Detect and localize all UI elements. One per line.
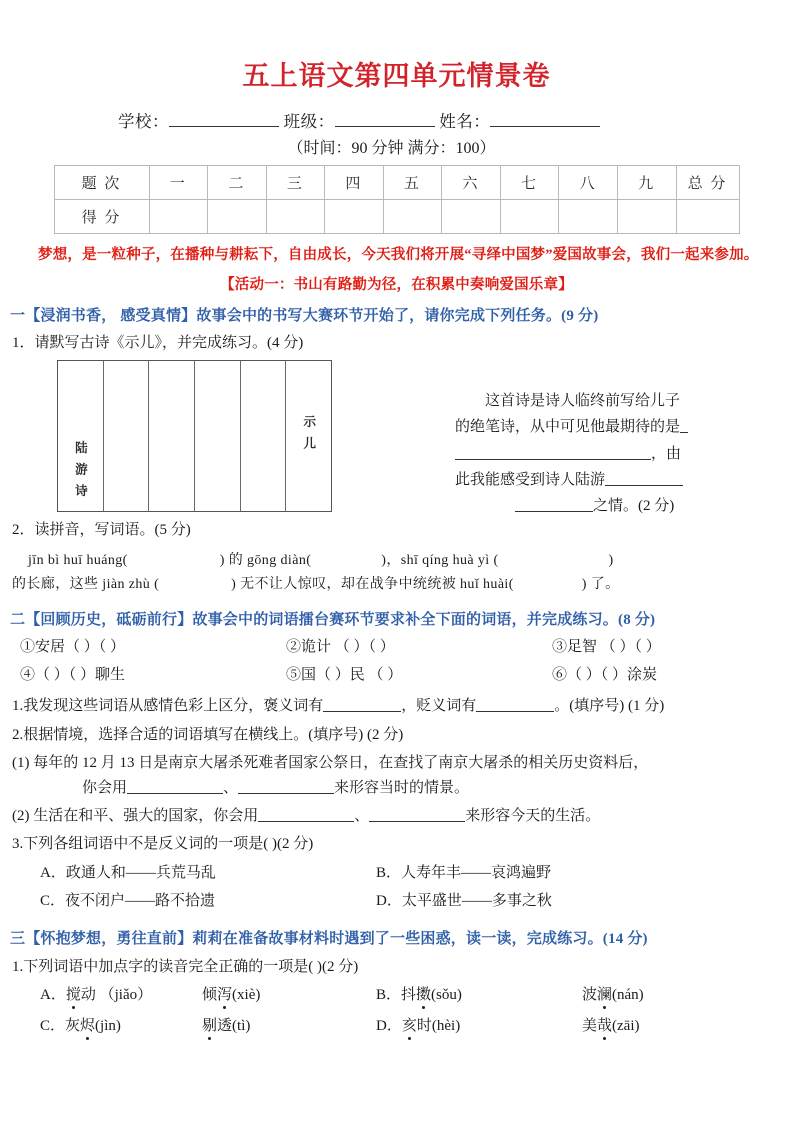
s3q1-option-a-word2[interactable] <box>202 983 260 1004</box>
idiom-5[interactable]: ⑤国（ ）民 （ ） <box>286 666 403 683</box>
s3q1-opt-a-py2: (xiè) <box>232 987 261 1004</box>
name-label: 姓名： <box>439 111 491 131</box>
s3q1-opt-b-word2-pre: 波 <box>582 987 598 1004</box>
s2q1-blank-2[interactable] <box>476 697 554 712</box>
side-line-1: 这首诗是诗人临终前写给儿子 <box>485 393 681 410</box>
s2q3-option-row-1 <box>12 861 793 886</box>
section-one-heading: 一【浸润书香， 感受真情】故事会中的书写大赛环节开始了，请你完成下列任务。(9 分) <box>10 307 599 324</box>
section-one-q2: 2．读拼音，写词语。(5 分) <box>12 522 191 539</box>
pinyin-b: ) 的 gōng diàn( <box>219 552 312 568</box>
s3q1-option-b-word2[interactable] <box>582 983 644 1004</box>
s3q1-opt-d-key: D． <box>376 1018 402 1035</box>
score-table-wrap <box>54 165 740 234</box>
s3q1-opt-c-py2: (tì) <box>232 1018 251 1035</box>
school-label: 学校： <box>118 111 169 131</box>
pinyin-line-2 <box>12 573 793 596</box>
pinyin-d: ) <box>608 552 614 568</box>
s2q3-option-a[interactable] <box>40 861 216 882</box>
s2q1-blank-1[interactable] <box>323 697 401 712</box>
s2q1-c: 。(填序号) (1 分) <box>554 697 665 714</box>
s3q1-opt-d-word1-rest: 时 <box>416 1018 432 1035</box>
s2q3-opt-d-key: D． <box>376 892 402 909</box>
intro-paragraph: 梦想，是一粒种子，在播种与耕耘下，自由成长，今天我们将开展“寻绎中国梦”爱国故事会，我们一起来参加。 <box>38 246 759 263</box>
score-cell-7[interactable] <box>500 199 559 233</box>
s2q3-option-b[interactable] <box>376 861 551 882</box>
s2q22-c: 来形容今天的生活。 <box>465 807 601 824</box>
score-cell-3[interactable] <box>266 199 325 233</box>
timing-line: （时间：90 分钟 满分：100） <box>287 139 496 157</box>
poem-author-label: 陆游诗 <box>73 440 88 506</box>
s2q22-b: 、 <box>354 807 370 824</box>
s3q1-opt-c-py1: (jìn) <box>95 1018 121 1035</box>
score-cell-8[interactable] <box>559 199 618 233</box>
s2q21-blank-1[interactable] <box>127 779 223 794</box>
s3q1-opt-a-word1-rest: 动 <box>80 987 96 1004</box>
dot-marked-char-lan: 澜 <box>597 983 612 1004</box>
section-three-q1: 1.下列词语中加点字的读音完全正确的一项是( )(2 分) <box>12 958 359 975</box>
score-cell-9[interactable] <box>617 199 676 233</box>
s2q3-opt-b-key: B． <box>376 864 402 881</box>
s2q3-opt-c-key: C． <box>40 892 66 909</box>
pinyin-2b: ) 无不让人惊叹，却在战争中统统被 huǐ huài( <box>231 577 514 593</box>
s3q1-opt-a-py1: （jiǎo） <box>99 987 153 1004</box>
side-blank-1[interactable] <box>680 418 688 433</box>
poem-col-5[interactable] <box>104 361 150 511</box>
s2q3-option-d[interactable] <box>376 889 552 910</box>
s3q1-opt-c-word1-pre: 灰 <box>65 1018 81 1035</box>
poem-writing-grid[interactable] <box>57 360 332 512</box>
section-two-q2-1-line1: (1) 每年的 12 月 13 日是南京大屠杀死难者国家公祭日，在查找了南京大屠杀的相关历史资料后， <box>12 754 649 771</box>
side-line-4: 此我能感受到诗人陆游 <box>455 471 606 488</box>
s3q1-opt-b-py1: (sǒu) <box>431 987 462 1004</box>
s3q1-opt-c-word2-rest: 透 <box>217 1018 233 1035</box>
section-two-q2: 2.根据情境，选择合适的词语填写在横线上。(填序号) (2 分) <box>12 727 404 744</box>
class-input[interactable] <box>335 111 435 127</box>
s2q3-opt-c-text: 夜不闭户——路不拾遗 <box>65 892 216 909</box>
dot-marked-char-sou: 擞 <box>416 983 431 1004</box>
col-6: 六 <box>442 165 501 199</box>
dot-marked-char-zai: 哉 <box>597 1014 612 1035</box>
score-table <box>54 165 740 234</box>
side-line-2: 的绝笔诗，从中可见他最期待的是 <box>455 419 681 436</box>
col-7: 七 <box>500 165 559 199</box>
idiom-2[interactable]: ②诡计 （ ）（ ） <box>286 638 395 655</box>
s3q1-opt-d-word2-pre: 美 <box>582 1018 598 1035</box>
school-input[interactable] <box>169 111 279 127</box>
poem-col-4[interactable] <box>149 361 195 511</box>
dot-marked-char-xie: 泻 <box>217 983 232 1004</box>
col-2: 二 <box>208 165 267 199</box>
s3q1-option-c[interactable] <box>40 1014 121 1035</box>
score-cell-2[interactable] <box>208 199 267 233</box>
s2q21-blank-2[interactable] <box>238 779 334 794</box>
s3q1-opt-a-key: A． <box>40 987 66 1004</box>
idiom-4[interactable]: ④（ ）（ ）聊生 <box>20 666 126 683</box>
col-1: 一 <box>149 165 208 199</box>
dot-marked-char-jiao: 搅 <box>66 983 81 1004</box>
s2q3-option-c[interactable] <box>40 889 215 910</box>
poem-answer-row <box>0 360 793 515</box>
dot-marked-char-hai: 亥 <box>402 1014 417 1035</box>
row-label-question: 题 次 <box>54 165 149 199</box>
side-line-3: ，由 <box>651 445 682 462</box>
s3q1-option-d-word2[interactable] <box>582 1014 640 1035</box>
col-8: 八 <box>559 165 618 199</box>
idiom-1[interactable]: ①安居（ ）（ ） <box>20 638 126 655</box>
col-5: 五 <box>383 165 442 199</box>
idiom-row-1 <box>12 635 793 659</box>
s3q1-option-row-1 <box>12 983 793 1008</box>
side-blank-2[interactable] <box>455 445 651 460</box>
s2q21-b: 、 <box>223 780 239 797</box>
col-9: 九 <box>617 165 676 199</box>
identity-line <box>0 108 793 132</box>
poem-col-3[interactable] <box>195 361 241 511</box>
side-blank-3[interactable] <box>605 471 683 486</box>
section-two-q2-2 <box>12 805 793 828</box>
poem-col-6[interactable] <box>58 361 104 511</box>
section-one-q1: 1．请默写古诗《示儿》，并完成练习。(4 分) <box>12 334 304 351</box>
score-cell-total[interactable] <box>676 199 739 233</box>
side-blank-4[interactable] <box>515 497 593 512</box>
col-total: 总 分 <box>676 165 739 199</box>
s3q1-opt-d-py2: (zāi) <box>612 1018 640 1035</box>
s2q21-c: 来形容当时的情景。 <box>334 780 470 797</box>
section-three-heading: 三【怀抱梦想，勇往直前】莉莉在准备故事材料时遇到了一些困惑，读一读，完成练习。(14 分) <box>10 930 648 947</box>
pinyin-2a: 的长廊，这些 jiàn zhù ( <box>12 577 160 593</box>
pinyin-2c: ) 了。 <box>581 577 620 593</box>
s2q1-a: 1.我发现这些词语从感情色彩上区分，褒义词有 <box>12 697 324 714</box>
s3q1-option-a[interactable] <box>40 983 152 1004</box>
s2q3-opt-b-text: 人寿年丰——哀鸿遍野 <box>401 864 552 881</box>
s3q1-opt-d-py1: (hèi) <box>431 1018 461 1035</box>
poem-col-2[interactable] <box>241 361 287 511</box>
col-3: 三 <box>266 165 325 199</box>
s3q1-opt-b-py2: (nán) <box>612 987 644 1004</box>
dot-marked-char-jin: 烬 <box>80 1014 95 1035</box>
s3q1-opt-c-key: C． <box>40 1018 66 1035</box>
table-row-scores <box>54 199 739 233</box>
s2q3-opt-a-text: 政通人和——兵荒马乱 <box>65 864 216 881</box>
s2q3-option-row-2 <box>12 889 793 914</box>
table-row-question-numbers <box>54 165 739 199</box>
dot-marked-char-ti: 剔 <box>202 1014 217 1035</box>
score-cell-4[interactable] <box>325 199 384 233</box>
class-label: 班级： <box>283 111 335 131</box>
score-cell-1[interactable] <box>149 199 208 233</box>
page-title: 五上语文第四单元情景卷 <box>242 61 551 91</box>
s2q21-a: 你会用 <box>82 780 128 797</box>
row-label-score: 得 分 <box>54 199 149 233</box>
section-two-q2-1-line2 <box>82 777 793 800</box>
s3q1-option-b[interactable] <box>376 983 462 1004</box>
section-two-q1 <box>12 695 793 718</box>
col-4: 四 <box>325 165 384 199</box>
score-cell-5[interactable] <box>383 199 442 233</box>
section-two-heading: 二【回顾历史，砥砺前行】故事会中的词语擂台赛环节要求补全下面的词语，并完成练习。(8 分) <box>10 611 656 628</box>
s3q1-opt-b-word1-pre: 抖 <box>401 987 417 1004</box>
side-line-5: 之情。(2 分) <box>593 498 675 515</box>
section-two-q3: 3.下列各组词语中不是反义词的一项是( )(2 分) <box>12 836 314 853</box>
s3q1-option-c-word2[interactable] <box>202 1014 250 1035</box>
poem-title-label: 示儿 <box>301 414 316 458</box>
s3q1-option-d[interactable] <box>376 1014 460 1035</box>
score-cell-6[interactable] <box>442 199 501 233</box>
activity-heading: 【活动一：书山有路勤为径，在积累中奏响爱国乐章】 <box>220 276 573 293</box>
pinyin-line-1 <box>28 549 793 572</box>
name-input[interactable] <box>490 111 600 127</box>
poem-side-text <box>455 388 747 519</box>
s3q1-option-row-2 <box>12 1014 793 1039</box>
idiom-3[interactable]: ③足智 （ ）（ ） <box>552 638 661 655</box>
idiom-row-2 <box>12 663 793 687</box>
s2q22-blank-2[interactable] <box>369 807 465 822</box>
s3q1-opt-b-key: B． <box>376 987 402 1004</box>
idiom-6[interactable]: ⑥（ ）（ ）涂炭 <box>552 666 658 683</box>
pinyin-a: jīn bì huī huáng( <box>28 552 128 568</box>
s2q22-blank-1[interactable] <box>258 807 354 822</box>
s2q3-opt-d-text: 太平盛世——多事之秋 <box>401 892 552 909</box>
poem-col-1[interactable] <box>286 361 331 511</box>
s3q1-opt-a-word2-pre: 倾 <box>202 987 218 1004</box>
s2q1-b: ，贬义词有 <box>401 697 477 714</box>
s2q22-a: (2) 生活在和平、强大的国家，你会用 <box>12 807 259 824</box>
s2q3-opt-a-key: A． <box>40 864 66 881</box>
pinyin-c: )，shī qíng huà yì ( <box>381 552 499 568</box>
